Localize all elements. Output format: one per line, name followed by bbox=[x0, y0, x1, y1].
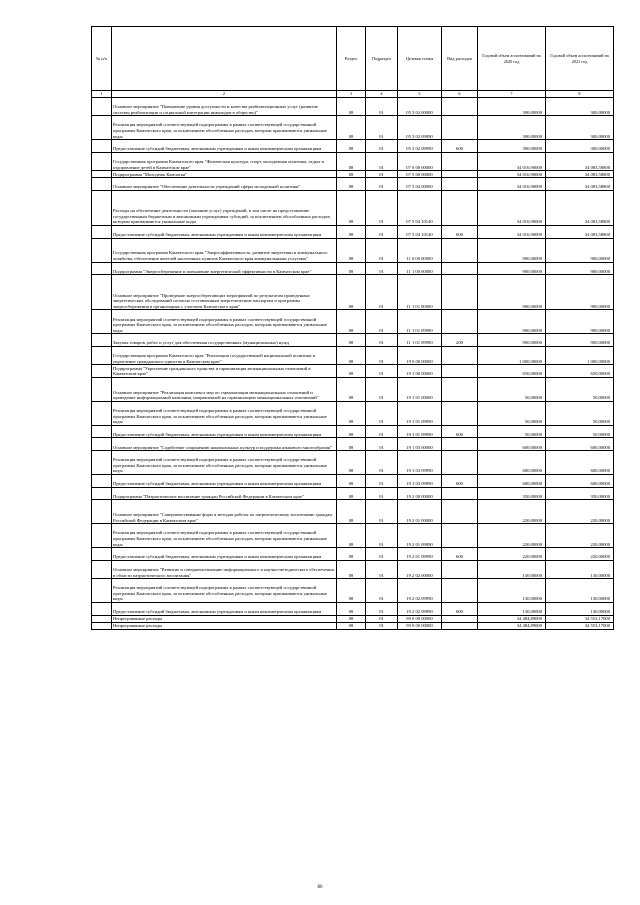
row-expense-type-cell bbox=[442, 438, 478, 451]
table-row bbox=[92, 310, 614, 334]
row-number-cell bbox=[92, 226, 112, 239]
row-subsection-cell: 01 bbox=[366, 622, 398, 629]
row-amount-2021-cell: 300,00000 bbox=[546, 140, 614, 153]
row-target-item-cell: 05 3 02 09990 bbox=[398, 116, 442, 140]
row-amount-2020-cell: 50,00000 bbox=[478, 425, 546, 438]
row-section-cell: 08 bbox=[337, 451, 366, 475]
row-name-cell: Закупка товаров, работ и услуг для обеспечения государственных (муниципальных) нужд bbox=[112, 334, 337, 347]
index-cell: 6 bbox=[442, 91, 478, 98]
row-target-item-cell: 11 1 01 09990 bbox=[398, 310, 442, 334]
row-section-cell: 08 bbox=[337, 615, 366, 622]
row-subsection-cell: 01 bbox=[366, 500, 398, 524]
row-name-cell: Основное мероприятие "Совершенствование форм и методов работы по патриотическому воспитанию граждан Российской Федерации в Камчатском крае" bbox=[112, 500, 337, 524]
row-target-item-cell: 19 2 02 09990 bbox=[398, 579, 442, 603]
row-number-cell bbox=[92, 377, 112, 401]
row-section-cell: 08 bbox=[337, 475, 366, 488]
row-expense-type-cell: 600 bbox=[442, 548, 478, 561]
row-amount-2021-cell: 900,00000 bbox=[546, 310, 614, 334]
row-target-item-cell: 19 1 03 09990 bbox=[398, 475, 442, 488]
row-name-cell: Предоставление субсидий бюджетным, автономным учреждениям и иным некоммерческим организациям bbox=[112, 603, 337, 616]
table-row bbox=[92, 226, 614, 239]
row-number-cell bbox=[92, 451, 112, 475]
row-subsection-cell: 01 bbox=[366, 98, 398, 116]
row-amount-2020-cell: 220,00000 bbox=[478, 548, 546, 561]
table-row bbox=[92, 152, 614, 170]
table-row bbox=[92, 334, 614, 347]
row-section-cell: 08 bbox=[337, 377, 366, 401]
row-amount-2021-cell: 900,00000 bbox=[546, 334, 614, 347]
row-amount-2021-cell: 900,00000 bbox=[546, 262, 614, 275]
table-row bbox=[92, 615, 614, 622]
row-amount-2020-cell: 130,00000 bbox=[478, 603, 546, 616]
row-subsection-cell: 01 bbox=[366, 377, 398, 401]
table-row bbox=[92, 622, 614, 629]
row-amount-2020-cell: 350,00000 bbox=[478, 487, 546, 500]
row-amount-2020-cell: 34 016,90000 bbox=[478, 171, 546, 178]
row-expense-type-cell bbox=[442, 487, 478, 500]
row-number-cell bbox=[92, 615, 112, 622]
row-number-cell bbox=[92, 346, 112, 364]
table-row bbox=[92, 178, 614, 191]
row-number-cell bbox=[92, 560, 112, 578]
row-amount-2020-cell: 34 016,90000 bbox=[478, 226, 546, 239]
table-row bbox=[92, 365, 614, 378]
row-amount-2021-cell: 220,00000 bbox=[546, 524, 614, 548]
row-amount-2021-cell: 34 083,58800 bbox=[546, 226, 614, 239]
row-target-item-cell: 07 5 00 00000 bbox=[398, 171, 442, 178]
row-amount-2021-cell: 600,00000 bbox=[546, 438, 614, 451]
row-expense-type-cell bbox=[442, 171, 478, 178]
row-number-cell bbox=[92, 334, 112, 347]
row-name-cell: Реализация мероприятий соответствующей подпрограммы в рамках соответствующей государственной программы Камчатского края, за исключением обособленных расходов, которым присваиваются уникальные коды bbox=[112, 579, 337, 603]
row-subsection-cell: 01 bbox=[366, 190, 398, 225]
row-subsection-cell: 01 bbox=[366, 524, 398, 548]
row-subsection-cell: 01 bbox=[366, 548, 398, 561]
row-subsection-cell: 01 bbox=[366, 438, 398, 451]
row-number-cell bbox=[92, 262, 112, 275]
row-subsection-cell: 01 bbox=[366, 310, 398, 334]
row-section-cell: 08 bbox=[337, 226, 366, 239]
row-expense-type-cell bbox=[442, 451, 478, 475]
table-row bbox=[92, 140, 614, 153]
row-subsection-cell: 01 bbox=[366, 425, 398, 438]
row-amount-2020-cell: 220,00000 bbox=[478, 524, 546, 548]
row-expense-type-cell bbox=[442, 401, 478, 425]
row-amount-2021-cell: 50,00000 bbox=[546, 377, 614, 401]
row-section-cell: 08 bbox=[337, 262, 366, 275]
row-expense-type-cell bbox=[442, 98, 478, 116]
row-amount-2020-cell: 1 000,00000 bbox=[478, 346, 546, 364]
table-row bbox=[92, 524, 614, 548]
header-subsection: Подраздел bbox=[366, 27, 398, 91]
row-expense-type-cell bbox=[442, 310, 478, 334]
row-name-cell: Непрограммные расходы bbox=[112, 615, 337, 622]
row-number-cell bbox=[92, 603, 112, 616]
row-subsection-cell: 01 bbox=[366, 178, 398, 191]
row-amount-2020-cell: 900,00000 bbox=[478, 275, 546, 310]
budget-table-sheet bbox=[91, 26, 613, 630]
row-section-cell: 08 bbox=[337, 487, 366, 500]
row-name-cell: Реализация мероприятий соответствующей подпрограммы в рамках соответствующей государственной программы Камчатского края, за исключением обособленных расходов, которым присваиваются уникальные коды bbox=[112, 524, 337, 548]
index-cell: 8 bbox=[546, 91, 614, 98]
row-subsection-cell: 01 bbox=[366, 603, 398, 616]
row-name-cell: Основное мероприятие "Реализация комплекса мер по гармонизации межнациональных отношений и проведение информационной кампании, направленной на гармонизацию межнациональных отношений" bbox=[112, 377, 337, 401]
table-row bbox=[92, 346, 614, 364]
page-number: 86 bbox=[317, 885, 323, 890]
row-expense-type-cell bbox=[442, 178, 478, 191]
row-amount-2020-cell: 390,00000 bbox=[478, 116, 546, 140]
row-target-item-cell: 07 5 04 10140 bbox=[398, 190, 442, 225]
row-section-cell: 08 bbox=[337, 116, 366, 140]
index-cell: 1 bbox=[92, 91, 112, 98]
row-amount-2020-cell: 34 016,90000 bbox=[478, 190, 546, 225]
row-expense-type-cell bbox=[442, 622, 478, 629]
row-name-cell: Государственная программа Камчатского края "Реализация государственной национальной политики и укрепление гражданского единства в Камчатском крае" bbox=[112, 346, 337, 364]
row-amount-2020-cell: 50,00000 bbox=[478, 377, 546, 401]
row-amount-2020-cell: 600,00000 bbox=[478, 475, 546, 488]
row-amount-2021-cell: 300,00000 bbox=[546, 116, 614, 140]
row-number-cell bbox=[92, 401, 112, 425]
row-target-item-cell: 99 0 00 00000 bbox=[398, 615, 442, 622]
index-cell: 2 bbox=[112, 91, 337, 98]
row-name-cell: Предоставление субсидий бюджетным, автономным учреждениям и иным некоммерческим организациям bbox=[112, 475, 337, 488]
row-number-cell bbox=[92, 152, 112, 170]
row-amount-2021-cell: 34 553,17000 bbox=[546, 615, 614, 622]
row-amount-2020-cell: 600,00000 bbox=[478, 438, 546, 451]
row-amount-2020-cell: 900,00000 bbox=[478, 238, 546, 262]
table-row bbox=[92, 548, 614, 561]
row-expense-type-cell: 600 bbox=[442, 603, 478, 616]
row-name-cell: Предоставление субсидий бюджетным, автономным учреждениям и иным некоммерческим организациям bbox=[112, 226, 337, 239]
row-amount-2021-cell: 50,00000 bbox=[546, 425, 614, 438]
row-target-item-cell: 19 1 03 00000 bbox=[398, 438, 442, 451]
row-target-item-cell: 19 1 03 09990 bbox=[398, 451, 442, 475]
row-amount-2021-cell: 650,00000 bbox=[546, 365, 614, 378]
row-amount-2020-cell: 900,00000 bbox=[478, 262, 546, 275]
row-expense-type-cell bbox=[442, 560, 478, 578]
row-amount-2021-cell: 220,00000 bbox=[546, 500, 614, 524]
index-cell: 5 bbox=[398, 91, 442, 98]
row-section-cell: 08 bbox=[337, 140, 366, 153]
row-target-item-cell: 19 2 01 00000 bbox=[398, 500, 442, 524]
row-number-cell bbox=[92, 98, 112, 116]
row-number-cell bbox=[92, 178, 112, 191]
table-row bbox=[92, 603, 614, 616]
row-section-cell: 08 bbox=[337, 190, 366, 225]
header-section: Раздел bbox=[337, 27, 366, 91]
row-subsection-cell: 01 bbox=[366, 238, 398, 262]
row-section-cell: 08 bbox=[337, 98, 366, 116]
row-name-cell: Основное мероприятие "Обеспечение деятельности учреждений сферы молодежной политики" bbox=[112, 178, 337, 191]
column-index-row bbox=[92, 91, 614, 98]
row-name-cell: Основное мероприятие "Развитие и совершенствование информационного и научно-методического обеспечения в области патриотического воспитания" bbox=[112, 560, 337, 578]
row-expense-type-cell: 600 bbox=[442, 226, 478, 239]
row-section-cell: 08 bbox=[337, 603, 366, 616]
row-amount-2020-cell: 130,00000 bbox=[478, 579, 546, 603]
row-target-item-cell: 07 5 04 10140 bbox=[398, 226, 442, 239]
row-amount-2021-cell: 130,00000 bbox=[546, 560, 614, 578]
row-number-cell bbox=[92, 190, 112, 225]
row-expense-type-cell: 600 bbox=[442, 140, 478, 153]
row-amount-2021-cell: 350,00000 bbox=[546, 487, 614, 500]
row-number-cell bbox=[92, 275, 112, 310]
row-name-cell: Непрограммные расходы bbox=[112, 622, 337, 629]
row-target-item-cell: 19 1 00 00000 bbox=[398, 365, 442, 378]
row-number-cell bbox=[92, 548, 112, 561]
table-row bbox=[92, 487, 614, 500]
row-subsection-cell: 01 bbox=[366, 560, 398, 578]
row-section-cell: 08 bbox=[337, 178, 366, 191]
row-name-cell: Предоставление субсидий бюджетным, автономным учреждениям и иным некоммерческим организациям bbox=[112, 140, 337, 153]
row-target-item-cell: 11 1 00 00000 bbox=[398, 262, 442, 275]
row-amount-2021-cell: 34 083,58800 bbox=[546, 152, 614, 170]
row-expense-type-cell bbox=[442, 190, 478, 225]
row-amount-2020-cell: 34 484,89000 bbox=[478, 622, 546, 629]
row-number-cell bbox=[92, 487, 112, 500]
row-number-cell bbox=[92, 579, 112, 603]
row-name-cell: Реализация мероприятий соответствующей подпрограммы в рамках соответствующей государственной программы Камчатского края, за исключением обособленных расходов, которым присваиваются уникальные коды bbox=[112, 451, 337, 475]
table-row bbox=[92, 475, 614, 488]
row-subsection-cell: 01 bbox=[366, 275, 398, 310]
index-cell: 7 bbox=[478, 91, 546, 98]
row-expense-type-cell bbox=[442, 615, 478, 622]
row-subsection-cell: 01 bbox=[366, 152, 398, 170]
row-target-item-cell: 19 2 02 00000 bbox=[398, 560, 442, 578]
row-section-cell: 08 bbox=[337, 401, 366, 425]
row-amount-2020-cell: 390,00000 bbox=[478, 140, 546, 153]
table-row bbox=[92, 238, 614, 262]
row-number-cell bbox=[92, 116, 112, 140]
row-number-cell bbox=[92, 365, 112, 378]
row-name-cell: Предоставление субсидий бюджетным, автономным учреждениям и иным некоммерческим организациям bbox=[112, 425, 337, 438]
row-subsection-cell: 01 bbox=[366, 615, 398, 622]
row-number-cell bbox=[92, 140, 112, 153]
header-target-item: Целевая статья bbox=[398, 27, 442, 91]
row-name-cell: Реализация мероприятий соответствующей подпрограммы в рамках соответствующей государственной программы Камчатского края, за исключением обособленных расходов, которым присваиваются уникальные коды bbox=[112, 116, 337, 140]
row-subsection-cell: 01 bbox=[366, 487, 398, 500]
row-subsection-cell: 01 bbox=[366, 262, 398, 275]
row-amount-2020-cell: 34 016,90000 bbox=[478, 152, 546, 170]
row-amount-2020-cell: 130,00000 bbox=[478, 560, 546, 578]
row-section-cell: 08 bbox=[337, 425, 366, 438]
row-amount-2021-cell: 600,00000 bbox=[546, 475, 614, 488]
row-amount-2020-cell: 600,00000 bbox=[478, 451, 546, 475]
row-number-cell bbox=[92, 238, 112, 262]
row-section-cell: 08 bbox=[337, 548, 366, 561]
row-name-cell: Подпрограмма "Молодежь Камчатки" bbox=[112, 171, 337, 178]
table-row bbox=[92, 451, 614, 475]
table-row bbox=[92, 500, 614, 524]
row-expense-type-cell bbox=[442, 152, 478, 170]
row-amount-2021-cell: 900,00000 bbox=[546, 275, 614, 310]
row-name-cell: Подпрограмма "Энергосбережение и повышение энергетической эффективности в Камчатском крае" bbox=[112, 262, 337, 275]
row-expense-type-cell: 600 bbox=[442, 425, 478, 438]
row-section-cell: 08 bbox=[337, 579, 366, 603]
row-amount-2020-cell: 390,00000 bbox=[478, 98, 546, 116]
row-section-cell: 08 bbox=[337, 365, 366, 378]
row-amount-2021-cell: 1 000,00000 bbox=[546, 346, 614, 364]
row-amount-2021-cell: 130,00000 bbox=[546, 603, 614, 616]
row-number-cell bbox=[92, 524, 112, 548]
row-section-cell: 08 bbox=[337, 171, 366, 178]
row-target-item-cell: 07 5 04 00000 bbox=[398, 178, 442, 191]
row-number-cell bbox=[92, 475, 112, 488]
header-expense-type: Вид расходов bbox=[442, 27, 478, 91]
row-amount-2021-cell: 34 553,17000 bbox=[546, 622, 614, 629]
row-expense-type-cell bbox=[442, 524, 478, 548]
table-row bbox=[92, 401, 614, 425]
row-section-cell: 08 bbox=[337, 622, 366, 629]
row-amount-2021-cell: 34 083,58800 bbox=[546, 171, 614, 178]
row-name-cell: Основное мероприятие "Проведение энергосберегающих мероприятий по результатам проведенных энергетических обследований согласно составленным энергетическим паспортам и программы энергосбережения в организациях с участием Камчатского края" bbox=[112, 275, 337, 310]
table-row bbox=[92, 171, 614, 178]
row-amount-2021-cell: 34 083,58800 bbox=[546, 190, 614, 225]
row-target-item-cell: 99 0 00 00000 bbox=[398, 622, 442, 629]
row-amount-2021-cell: 34 083,58800 bbox=[546, 178, 614, 191]
row-subsection-cell: 01 bbox=[366, 116, 398, 140]
row-target-item-cell: 19 1 01 09990 bbox=[398, 425, 442, 438]
row-amount-2020-cell: 650,00000 bbox=[478, 365, 546, 378]
row-name-cell: Расходы на обеспечение деятельности (оказание услуг) учреждений, в том числе на предоставление государственным бюджетным и автономным учреждениям субсидий, за исключением обособленных расходов, которым присваиваются уникальные коды bbox=[112, 190, 337, 225]
index-cell: 3 bbox=[337, 91, 366, 98]
row-name-cell: Государственная программа Камчатского края "Физическая культура, спорт, молодежная политика, отдых и оздоровление детей в Камчатском крае" bbox=[112, 152, 337, 170]
row-subsection-cell: 01 bbox=[366, 140, 398, 153]
row-subsection-cell: 01 bbox=[366, 579, 398, 603]
row-target-item-cell: 19 2 01 09990 bbox=[398, 548, 442, 561]
row-target-item-cell: 05 3 02 00000 bbox=[398, 98, 442, 116]
table-row bbox=[92, 275, 614, 310]
row-amount-2021-cell: 130,00000 bbox=[546, 579, 614, 603]
row-target-item-cell: 19 1 01 09990 bbox=[398, 401, 442, 425]
row-target-item-cell: 19 2 01 09990 bbox=[398, 524, 442, 548]
row-target-item-cell: 11 1 01 09990 bbox=[398, 334, 442, 347]
row-target-item-cell: 11 0 00 00000 bbox=[398, 238, 442, 262]
table-row bbox=[92, 262, 614, 275]
row-expense-type-cell bbox=[442, 275, 478, 310]
row-name-cell: Основное мероприятие "Содействие сохранению национальных культур и поддержка языкового многообразия" bbox=[112, 438, 337, 451]
header-number: № п/п bbox=[92, 27, 112, 91]
table-row bbox=[92, 560, 614, 578]
row-name-cell: Реализация мероприятий соответствующей подпрограммы в рамках соответствующей государственной программы Камчатского края, за исключением обособленных расходов, которым присваиваются уникальные коды bbox=[112, 310, 337, 334]
row-subsection-cell: 01 bbox=[366, 401, 398, 425]
row-subsection-cell: 01 bbox=[366, 365, 398, 378]
row-section-cell: 08 bbox=[337, 275, 366, 310]
row-expense-type-cell: 200 bbox=[442, 334, 478, 347]
table-body bbox=[92, 91, 614, 630]
row-amount-2020-cell: 34 016,90000 bbox=[478, 178, 546, 191]
row-expense-type-cell bbox=[442, 238, 478, 262]
table-row bbox=[92, 190, 614, 225]
row-section-cell: 08 bbox=[337, 500, 366, 524]
header-name bbox=[112, 27, 337, 91]
row-subsection-cell: 01 bbox=[366, 475, 398, 488]
row-name-cell: Государственная программа Камчатского края "Энергоэффективность, развитие энергетики и коммунального хозяйства, обеспечение жителей населенных пунктов Камчатского края коммунальными услугами" bbox=[112, 238, 337, 262]
row-name-cell: Подпрограмма "Патриотическое воспитание граждан Российской Федерации в Камчатском крае" bbox=[112, 487, 337, 500]
table-row bbox=[92, 377, 614, 401]
row-number-cell bbox=[92, 310, 112, 334]
row-subsection-cell: 01 bbox=[366, 171, 398, 178]
row-target-item-cell: 19 2 02 09990 bbox=[398, 603, 442, 616]
row-expense-type-cell bbox=[442, 346, 478, 364]
row-section-cell: 08 bbox=[337, 560, 366, 578]
row-amount-2021-cell: 600,00000 bbox=[546, 451, 614, 475]
table-row bbox=[92, 116, 614, 140]
row-expense-type-cell bbox=[442, 377, 478, 401]
row-subsection-cell: 01 bbox=[366, 334, 398, 347]
header-amount-2020: Годовой объем ассигнований на 2020 год bbox=[478, 27, 546, 91]
row-section-cell: 08 bbox=[337, 238, 366, 262]
row-name-cell: Реализация мероприятий соответствующей подпрограммы в рамках соответствующей государственной программы Камчатского края, за исключением обособленных расходов, которым присваиваются уникальные коды bbox=[112, 401, 337, 425]
row-subsection-cell: 01 bbox=[366, 346, 398, 364]
row-target-item-cell: 19 2 00 00000 bbox=[398, 487, 442, 500]
row-amount-2020-cell: 34 484,89000 bbox=[478, 615, 546, 622]
row-number-cell bbox=[92, 500, 112, 524]
row-target-item-cell: 05 3 02 09990 bbox=[398, 140, 442, 153]
row-section-cell: 08 bbox=[337, 524, 366, 548]
header-amount-2021: Годовой объем ассигнований на 2021 год bbox=[546, 27, 614, 91]
table-row bbox=[92, 98, 614, 116]
row-target-item-cell: 11 1 01 00000 bbox=[398, 275, 442, 310]
row-expense-type-cell bbox=[442, 116, 478, 140]
row-amount-2021-cell: 300,00000 bbox=[546, 98, 614, 116]
row-target-item-cell: 07 0 00 00000 bbox=[398, 152, 442, 170]
row-section-cell: 08 bbox=[337, 438, 366, 451]
row-number-cell bbox=[92, 438, 112, 451]
row-section-cell: 08 bbox=[337, 346, 366, 364]
row-name-cell: Предоставление субсидий бюджетным, автономным учреждениям и иным некоммерческим организациям bbox=[112, 548, 337, 561]
row-subsection-cell: 01 bbox=[366, 451, 398, 475]
table-row bbox=[92, 425, 614, 438]
row-expense-type-cell bbox=[442, 579, 478, 603]
row-subsection-cell: 01 bbox=[366, 226, 398, 239]
row-section-cell: 08 bbox=[337, 152, 366, 170]
row-expense-type-cell: 600 bbox=[442, 475, 478, 488]
table-row bbox=[92, 579, 614, 603]
table-header-row bbox=[92, 27, 614, 91]
row-amount-2021-cell: 220,00000 bbox=[546, 548, 614, 561]
row-amount-2021-cell: 50,00000 bbox=[546, 401, 614, 425]
row-name-cell: Основное мероприятие "Повышение уровня доступности и качества реабилитационных услуг (развитие системы реабилитации и социальной интеграции инвалидов в общество)" bbox=[112, 98, 337, 116]
index-cell: 4 bbox=[366, 91, 398, 98]
row-number-cell bbox=[92, 171, 112, 178]
row-amount-2021-cell: 900,00000 bbox=[546, 238, 614, 262]
row-amount-2020-cell: 900,00000 bbox=[478, 310, 546, 334]
table-row bbox=[92, 438, 614, 451]
row-target-item-cell: 19 1 01 00000 bbox=[398, 377, 442, 401]
row-amount-2020-cell: 900,00000 bbox=[478, 334, 546, 347]
budget-table bbox=[91, 26, 614, 630]
row-amount-2020-cell: 50,00000 bbox=[478, 401, 546, 425]
row-number-cell bbox=[92, 425, 112, 438]
row-number-cell bbox=[92, 622, 112, 629]
row-section-cell: 08 bbox=[337, 310, 366, 334]
row-target-item-cell: 19 0 00 00000 bbox=[398, 346, 442, 364]
row-expense-type-cell bbox=[442, 500, 478, 524]
row-expense-type-cell bbox=[442, 365, 478, 378]
row-name-cell: Подпрограмма "Укрепление гражданского единства и гармонизация межнациональных отношений в Камчатском крае" bbox=[112, 365, 337, 378]
row-amount-2020-cell: 220,00000 bbox=[478, 500, 546, 524]
row-section-cell: 08 bbox=[337, 334, 366, 347]
row-expense-type-cell bbox=[442, 262, 478, 275]
